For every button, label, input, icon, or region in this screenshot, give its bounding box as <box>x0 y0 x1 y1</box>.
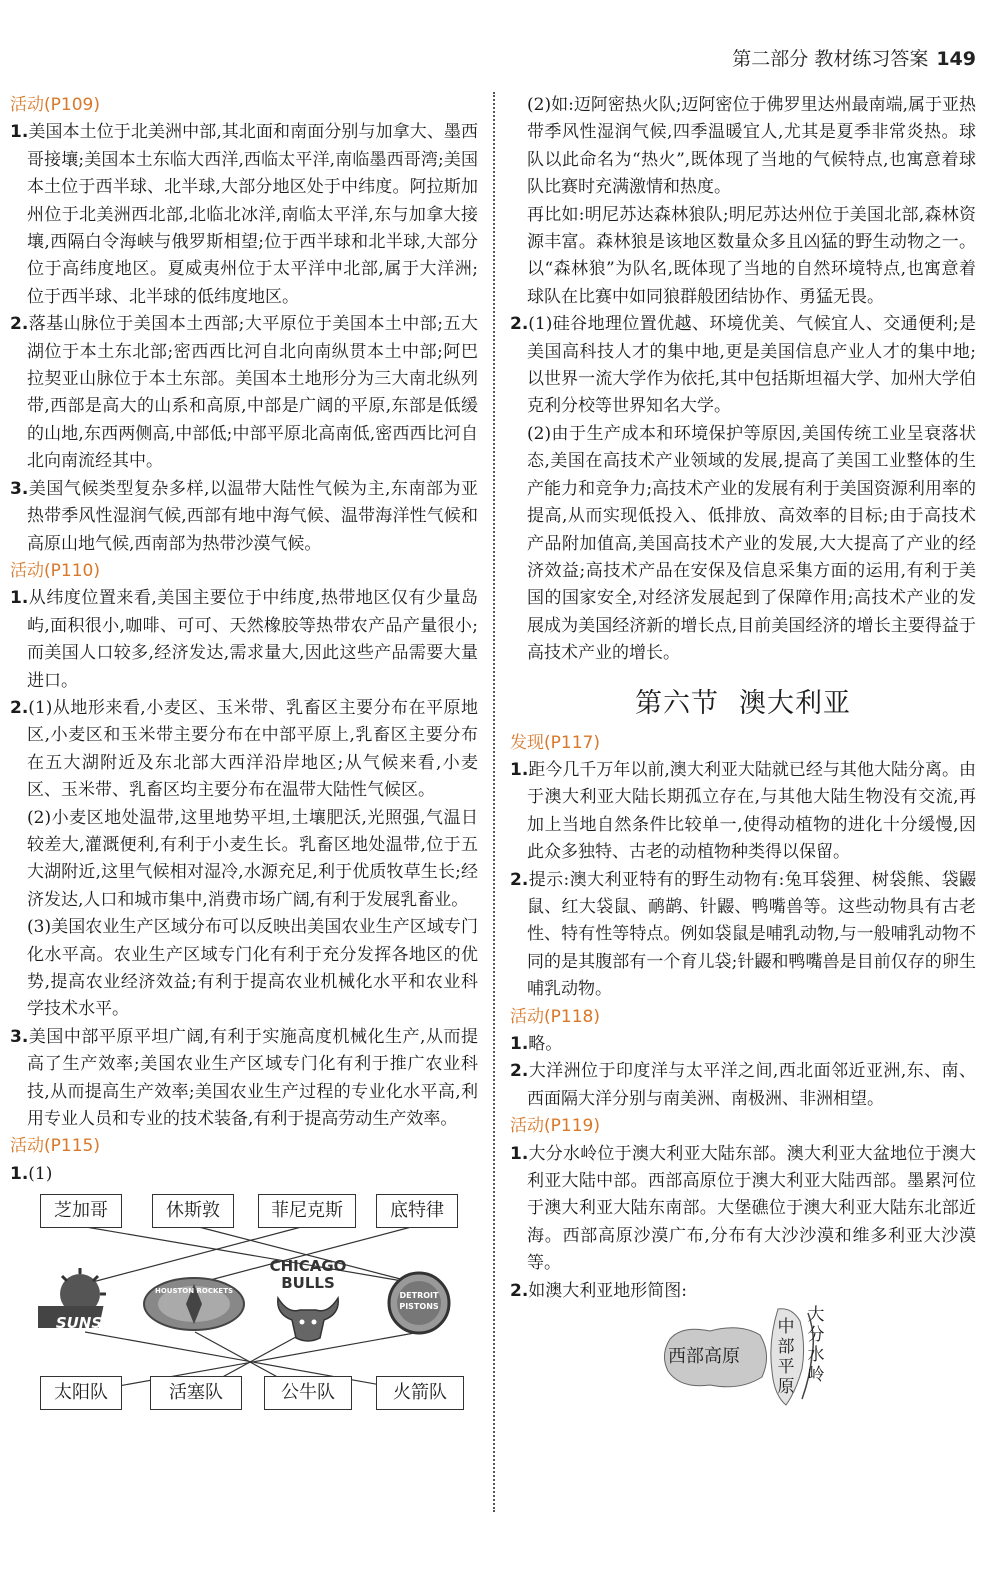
answer-item <box>510 311 976 421</box>
item-number: 1. <box>510 1034 529 1054</box>
item-number: 1. <box>510 1143 529 1164</box>
section-heading: 活动(P119) <box>510 1116 600 1137</box>
item-number: 2. <box>10 314 29 335</box>
central-plain-label: 中部平原 <box>777 1317 795 1398</box>
team-box: 公牛队 <box>264 1376 352 1410</box>
page-number: 149 <box>936 48 976 70</box>
right-column <box>510 92 976 1415</box>
answer-item <box>510 1058 976 1113</box>
answer-item <box>510 1278 976 1305</box>
item-number: 2. <box>510 314 529 335</box>
item-number: 2. <box>510 869 529 890</box>
great-dividing-range-label: 大分水岭 <box>807 1305 825 1386</box>
pistons-logo <box>384 1268 454 1338</box>
answer-item <box>10 119 478 311</box>
city-box: 休斯敦 <box>152 1194 234 1228</box>
column-divider <box>493 92 495 1512</box>
rockets-logo <box>142 1274 246 1334</box>
item-number: 1. <box>10 588 29 609</box>
answer-item <box>10 1024 478 1134</box>
answer-item <box>510 757 976 867</box>
answer-item <box>10 695 478 805</box>
item-number: 2. <box>10 697 29 718</box>
section-heading: 活动(P118) <box>510 1006 600 1027</box>
item-text: (1)从地形来看,小麦区、玉米带、乳畜区主要分布在平原地区,小麦区和玉米带主要分布在中部平原上,乳畜区主要分布在五大湖附近及东北部大西洋沿岸地区;从气候来看,小麦区、玉米带、乳畜区均主要分布在温带大陆性气候区。 <box>27 697 478 801</box>
city-box: 底特律 <box>376 1194 458 1228</box>
item-text: 从纬度位置来看,美国主要位于中纬度,热带地区仅有少量岛屿,面积很小,咖啡、可可、天然橡胶等热带农产品产量很小;而美国人口较多,经济发达,需求量大,因此这些产品需要大量进口。 <box>27 588 478 691</box>
sub-answer: (2)由于生产成本和环境保护等原因,美国传统工业呈衰落状态,美国在高技术产业领域的发展,提高了美国工业整体的生产能力和竞争力;高技术产业的发展有利于美国资源利用率的提高,从而实现低投入、低排放、高效率的目标;由于高技术产品附加值高,美国高技术产业的发展,大大提高了产业的经济效益;高技术产品在安保及信息采集方面的运用,有利于美国的国家安全,对经济发展起到了保障作用;高技术产业的发展成为美国经济新的增长点,目前美国经济的增长主要得益于高技术产业的增长。 <box>527 423 976 664</box>
item-text: 美国气候类型复杂多样,以温带大陆性气候为主,东南部为亚热带季风性湿润气候,西部有地中海气候、温带海洋性气候和高原山地气候,西南部为热带沙漠气候。 <box>27 478 478 554</box>
bulls-logo-text: CHICAGO BULLS <box>269 1257 347 1293</box>
section-heading: 活动(P110) <box>10 560 100 581</box>
item-text: 略。 <box>528 1034 563 1054</box>
page-header <box>732 44 976 71</box>
city-box: 菲尼克斯 <box>258 1194 356 1228</box>
left-column <box>10 92 478 1422</box>
item-number: 1. <box>10 1163 29 1184</box>
answer-item <box>10 476 478 558</box>
nba-matching-diagram <box>10 1192 478 1422</box>
sub-answer: (2)小麦区地处温带,这里地势平坦,土壤肥沃,光照强,气温日较差大,灌溉便利,有利于小麦生长。乳畜区地处温带,位于五大湖附近,这里气候相对湿冷,水源充足,利于优质牧草生长;经济发达,人口和城市集中,消费市场广阔,有利于发展乳畜业。 <box>27 807 478 910</box>
item-text: 距今几千万年以前,澳大利亚大陆就已经与其他大陆分离。由于澳大利亚大陆长期孤立存在,与其他大陆生物没有交流,再加上当地自然条件比较单一,使得动植物的进化十分缓慢,因此众多独特、古老的动植物种类得以保留。 <box>527 759 976 863</box>
item-number: 2. <box>510 1061 529 1082</box>
section-heading: 活动(P109) <box>10 95 100 115</box>
suns-logo <box>38 1266 118 1336</box>
chapter-number: 第六节 <box>635 687 719 719</box>
item-text: (1)硅谷地理位置优越、环境优美、气候宜人、交通便利;是美国高科技人才的集中地,更是美国信息产业人才的集中地;以世界一流大学作为依托,其中包括斯坦福大学、加州大学伯克利分校等世界知名大学。 <box>527 314 976 417</box>
rockets-logo-text: HOUSTON ROCKETS <box>154 1287 234 1296</box>
item-text: 如澳大利亚地形简图: <box>528 1280 688 1301</box>
header-section: 第二部分 教材练习答案 <box>732 48 929 70</box>
item-number: 3. <box>10 1026 29 1047</box>
bulls-logo <box>258 1258 358 1344</box>
item-text: 落基山脉位于美国本土西部;大平原位于美国本土中部;五大湖位于本土东北部;密西西比河自北向南纵贯本土中部;阿巴拉契亚山脉位于本土东部。美国本土地形分为三大南北纵列带,西部是高大的山系和高原,中部是广阔的平原,东部是低缓的山地,东西两侧高,中部低;中部平原北高南低,密西西比河自北向南流经其中。 <box>27 314 478 472</box>
sub-answer: (3)美国农业生产区域分布可以反映出美国农业生产区域专门化水平高。农业生产区域专门化有利于充分发挥各地区的优势,提高农业经济效益;有利于提高农业机械化水平和农业科学技术水平。 <box>27 917 478 1020</box>
item-text: 大洋洲位于印度洋与太平洋之间,西北面邻近亚洲,东、南、西面隔大洋分别与南美洲、南极洲、非洲相望。 <box>527 1061 976 1109</box>
answer-item <box>510 1141 976 1278</box>
section-heading: 发现(P117) <box>510 732 600 753</box>
sub-answer: (2)如:迈阿密热火队;迈阿密位于佛罗里达州最南端,属于亚热带季风性湿润气候,四季温暖宜人,尤其是夏季非常炎热。球队以此命名为“热火”,既体现了当地的气候特点,也寓意着球队比赛时充满激情和热度。 <box>527 95 976 198</box>
pistons-logo-text: DETROIT PISTONS <box>399 1291 439 1312</box>
item-text: 美国中部平原平坦广阔,有利于实施高度机械化生产,从而提高了生产效率;美国农业生产区域专门化有利于推广农业科技,从而提高生产效率;美国农业生产过程的专业化水平高,利用专业人员和专业的技术装备,有利于提高劳动生产效率。 <box>27 1026 478 1130</box>
item-text: 美国本土位于北美洲中部,其北面和南面分别与加拿大、墨西哥接壤;美国本土东临大西洋,西临太平洋,南临墨西哥湾;美国本土位于西半球、北半球,大部分地区处于中纬度。阿拉斯加州位于北美洲西北部,北临北冰洋,南临太平洋,东与加拿大接壤,西隔白令海峡与俄罗斯相望;位于西半球和北半球,大部分位于高纬度地区。夏威夷州位于太平洋中北部,属于大洋洲;位于西半球、北半球的低纬度地区。 <box>27 122 478 307</box>
west-plateau-label: 西部高原 <box>668 1346 740 1368</box>
answer-item <box>10 1161 478 1188</box>
answer-item <box>510 1031 976 1058</box>
suns-logo-text: SUNS <box>55 1314 103 1333</box>
sub-answer: 再比如:明尼苏达森林狼队;明尼苏达州位于美国北部,森林资源丰富。森林狼是该地区数量众多且凶猛的野生动物之一。以“森林狼”为队名,既体现了当地的自然环境特点,也寓意着球队在比赛中如同狼群般团结协作、勇猛无畏。 <box>527 204 976 307</box>
city-box: 芝加哥 <box>40 1194 122 1228</box>
item-number: 2. <box>510 1280 529 1301</box>
team-box: 火箭队 <box>376 1376 464 1410</box>
chapter-title <box>510 682 976 726</box>
terrain-outline <box>510 1305 976 1415</box>
item-number: 1. <box>10 122 29 143</box>
team-box: 太阳队 <box>40 1376 122 1410</box>
answer-item <box>10 585 478 695</box>
chapter-name: 澳大利亚 <box>739 687 851 719</box>
item-text: 大分水岭位于澳大利亚大陆东部。澳大利亚大盆地位于澳大利亚大陆中部。西部高原位于澳大利亚大陆西部。墨累河位于澳大利亚大陆东南部。大堡礁位于澳大利亚大陆东北部近海。西部高原沙漠广布,分布有大沙沙漠和维多利亚大沙漠等。 <box>527 1143 976 1274</box>
bulls-logo-image <box>258 1292 358 1344</box>
item-number: 1. <box>510 759 529 780</box>
team-box: 活塞队 <box>150 1376 242 1410</box>
item-number: 3. <box>10 478 29 499</box>
item-text: 提示:澳大利亚特有的野生动物有:兔耳袋狸、树袋熊、袋鼹鼠、红大袋鼠、鸸鹋、针鼹、鸭嘴兽等。这些动物具有古老性、特有性等特点。例如袋鼠是哺乳动物,与一般哺乳动物不同的是其腹部有一个育儿袋;针鼹和鸭嘴兽是目前仅存的卵生哺乳动物。 <box>527 869 976 1000</box>
answer-item <box>510 867 976 1004</box>
australia-terrain-sketch <box>510 1305 976 1415</box>
answer-item <box>10 311 478 475</box>
item-text: (1) <box>28 1163 53 1184</box>
section-heading: 活动(P115) <box>10 1136 100 1157</box>
